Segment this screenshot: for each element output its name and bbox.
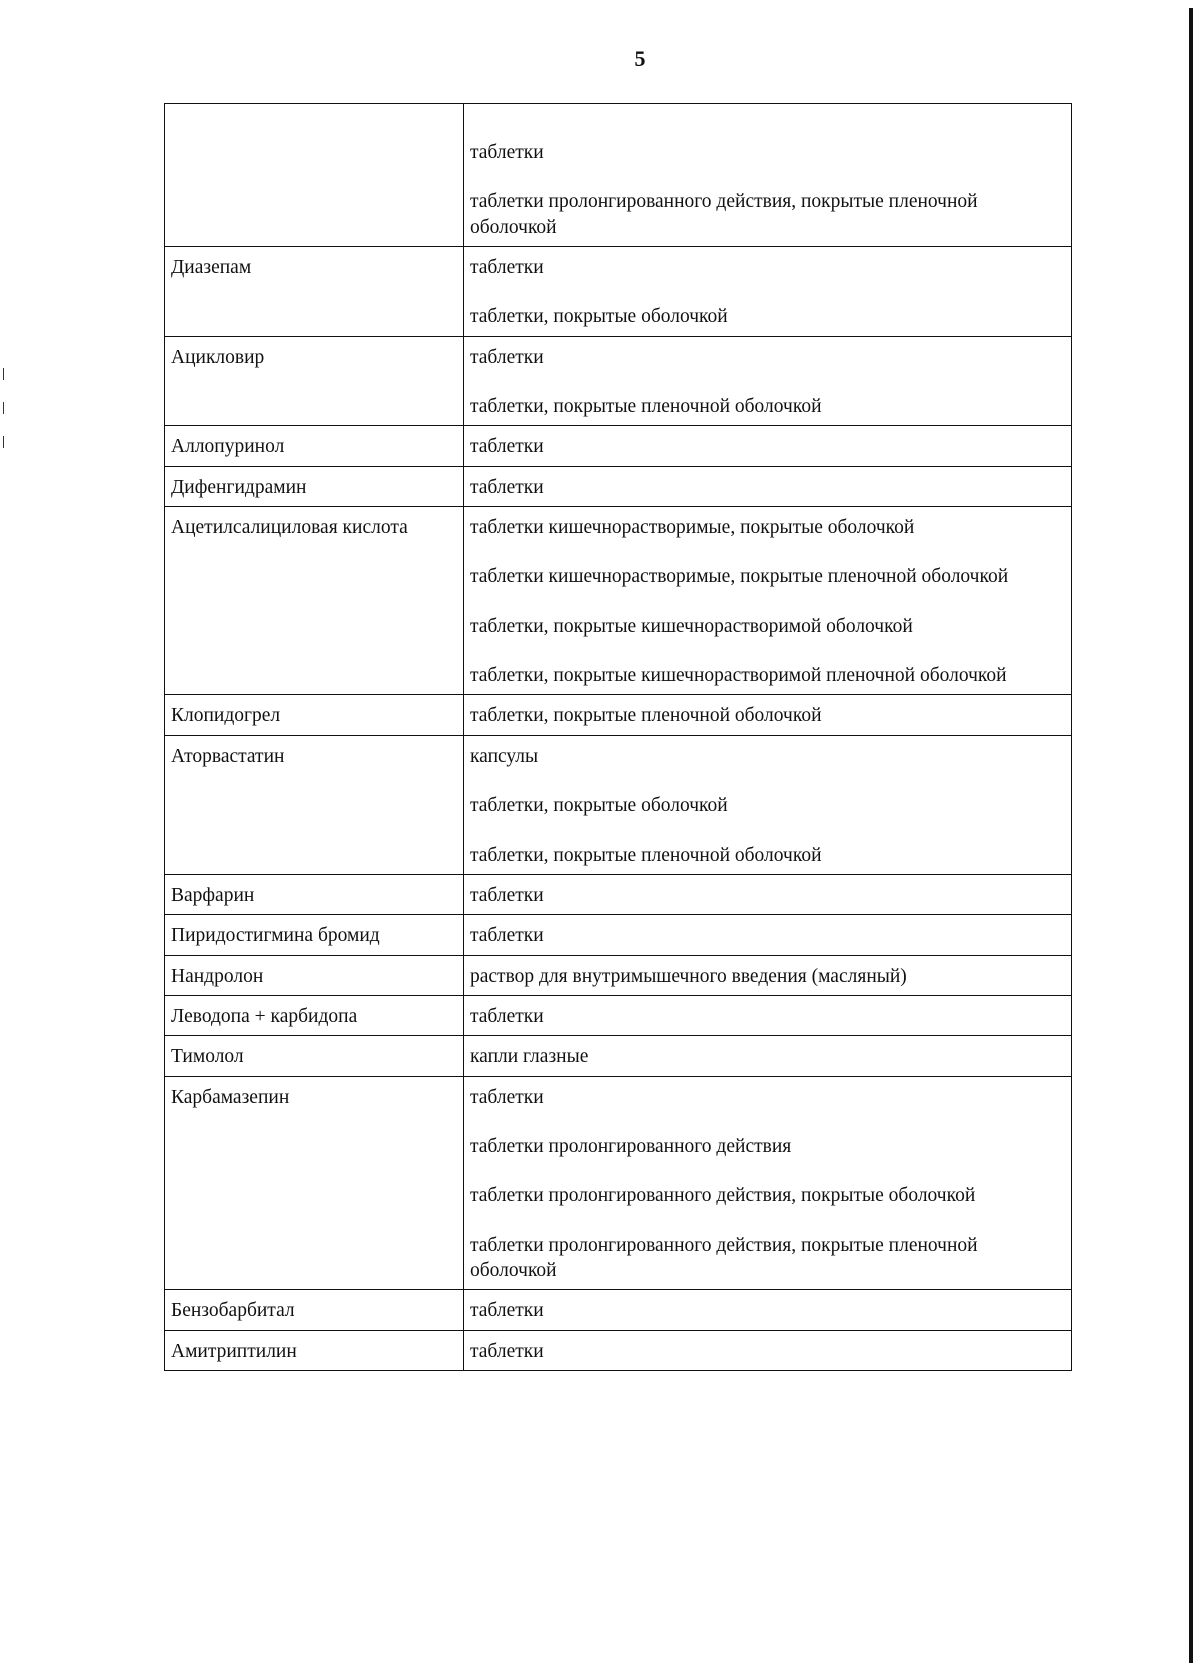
dosage-forms-cell — [464, 955, 1072, 995]
drug-name-cell: Ацетилсалициловая кислота — [165, 507, 464, 695]
dosage-form: таблетки, покрытые оболочкой — [470, 795, 728, 817]
dosage-form: таблетки — [470, 1086, 544, 1108]
table-row — [165, 1076, 1072, 1290]
table-row — [165, 426, 1072, 466]
dosage-forms-cell — [464, 1330, 1072, 1370]
dosage-form: раствор для внутримышечного введения (масляный) — [470, 965, 907, 987]
table-row — [165, 336, 1072, 426]
drug-name-cell: Амитриптилин — [165, 1330, 464, 1370]
dosage-form: таблетки — [470, 925, 544, 947]
table-row — [165, 1330, 1072, 1370]
dosage-form: таблетки — [470, 476, 544, 498]
dosage-form: таблетки — [470, 884, 544, 906]
dosage-form: таблетки, покрытые пленочной оболочкой — [470, 844, 822, 866]
dosage-forms-cell — [464, 735, 1072, 874]
dosage-form: таблетки — [470, 346, 544, 368]
page-number: 5 — [634, 46, 646, 71]
drug-name-cell: Аторвастатин — [165, 735, 464, 874]
dosage-form: таблетки пролонгированного действия, покрытые пленочной оболочкой — [470, 1234, 978, 1281]
dosage-form: капли глазные — [470, 1046, 589, 1068]
dosage-form: таблетки кишечнорастворимые, покрытые пленочной оболочкой — [470, 566, 1009, 588]
drug-name-cell: Леводопа + карбидопа — [165, 995, 464, 1035]
scan-edge-border — [1189, 8, 1193, 1663]
table-row — [165, 695, 1072, 735]
dosage-form: таблетки, покрытые пленочной оболочкой — [470, 396, 822, 418]
dosage-form: таблетки пролонгированного действия, покрытые оболочкой — [470, 1185, 976, 1207]
dosage-form: таблетки, покрытые кишечнорастворимой оболочкой — [470, 615, 913, 637]
dosage-forms-cell — [464, 874, 1072, 914]
dosage-form: таблетки, покрытые оболочкой — [470, 306, 728, 328]
drug-name-cell: Варфарин — [165, 874, 464, 914]
dosage-form: таблетки — [470, 142, 544, 163]
scan-mark — [3, 436, 4, 448]
table-row — [165, 466, 1072, 506]
dosage-forms-cell — [464, 695, 1072, 735]
table-row — [165, 874, 1072, 914]
dosage-forms-cell — [464, 995, 1072, 1035]
dosage-forms-cell — [464, 466, 1072, 506]
table-row — [165, 1290, 1072, 1330]
dosage-forms-cell — [464, 915, 1072, 955]
scan-mark — [3, 402, 4, 414]
drug-name-cell — [165, 104, 464, 247]
drug-name-cell: Карбамазепин — [165, 1076, 464, 1290]
drug-name-cell: Тимолол — [165, 1036, 464, 1076]
dosage-form: таблетки, покрытые кишечнорастворимой пленочной оболочкой — [470, 665, 1007, 687]
dosage-form: таблетки пролонгированного действия, покрытые пленочной оболочкой — [470, 191, 978, 238]
dosage-forms-cell — [464, 1290, 1072, 1330]
dosage-form: капсулы — [470, 745, 539, 767]
drug-name-cell: Нандролон — [165, 955, 464, 995]
drug-forms-table — [164, 103, 1072, 1371]
drug-table-body — [165, 104, 1072, 1371]
dosage-forms-cell — [464, 1036, 1072, 1076]
drug-name-cell: Дифенгидрамин — [165, 466, 464, 506]
drug-name-cell: Диазепам — [165, 247, 464, 337]
dosage-forms-cell — [464, 426, 1072, 466]
table-row — [165, 507, 1072, 695]
dosage-form: таблетки — [470, 257, 544, 279]
dosage-form: таблетки кишечнорастворимые, покрытые оболочкой — [470, 517, 915, 539]
dosage-forms-cell — [464, 104, 1072, 247]
table-row — [165, 247, 1072, 337]
table-row — [165, 735, 1072, 874]
dosage-forms-cell — [464, 336, 1072, 426]
dosage-form: таблетки — [470, 1340, 544, 1362]
table-row — [165, 1036, 1072, 1076]
drug-name-cell: Аллопуринол — [165, 426, 464, 466]
table-row — [165, 104, 1072, 247]
dosage-forms-cell — [464, 1076, 1072, 1290]
dosage-form: таблетки пролонгированного действия — [470, 1135, 792, 1157]
drug-name-cell: Бензобарбитал — [165, 1290, 464, 1330]
drug-name-cell: Клопидогрел — [165, 695, 464, 735]
scan-mark — [3, 368, 4, 380]
table-row — [165, 955, 1072, 995]
table-row — [165, 915, 1072, 955]
scan-margin-marks — [3, 368, 5, 448]
dosage-form: таблетки — [470, 1005, 544, 1027]
drug-name-cell: Пиридостигмина бромид — [165, 915, 464, 955]
table-row — [165, 995, 1072, 1035]
dosage-forms-cell — [464, 507, 1072, 695]
drug-name-cell: Ацикловир — [165, 336, 464, 426]
dosage-form: таблетки, покрытые пленочной оболочкой — [470, 705, 822, 727]
dosage-forms-cell — [464, 247, 1072, 337]
dosage-form: таблетки — [470, 436, 544, 458]
dosage-form: таблетки — [470, 1300, 544, 1322]
